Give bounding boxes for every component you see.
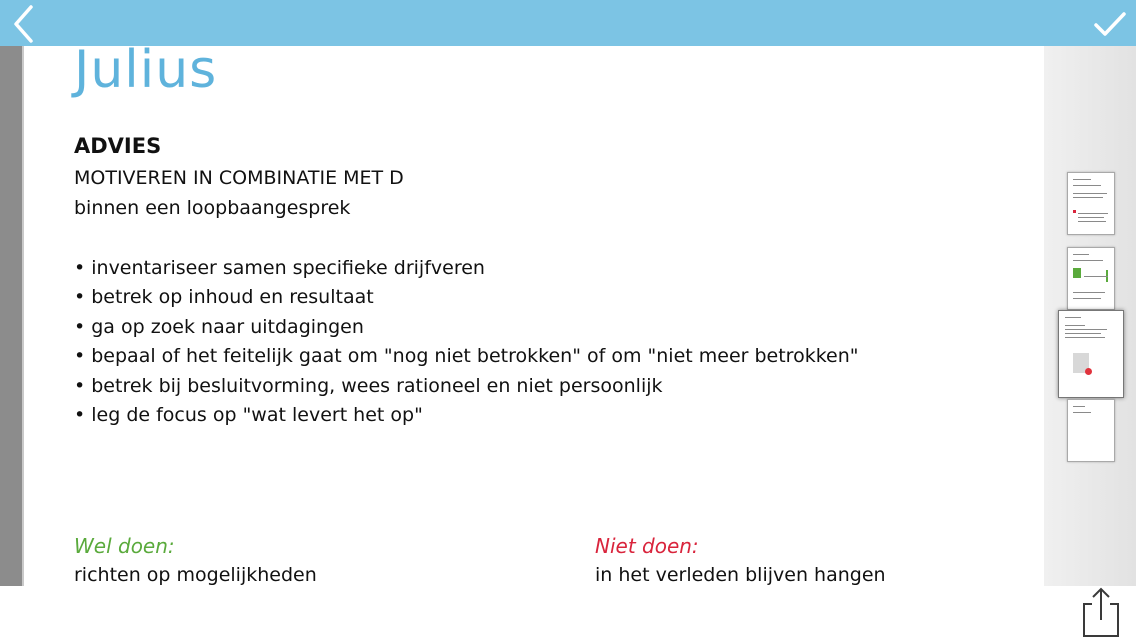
page-thumbnail-strip	[1044, 46, 1136, 586]
advice-list	[74, 254, 859, 430]
done-button[interactable]	[1090, 4, 1130, 44]
share-icon	[1078, 586, 1124, 639]
previous-page-edge	[0, 46, 22, 586]
list-item: • leg de focus op "wat levert het op"	[74, 403, 423, 426]
page-thumbnail-1[interactable]	[1067, 172, 1115, 235]
page-thumbnail-3-current[interactable]	[1058, 310, 1124, 398]
bottom-toolbar	[0, 586, 1136, 639]
dont-text: in het verleden blijven hangen	[595, 564, 886, 586]
page-subtitle-context: binnen een loopbaangesprek	[74, 197, 351, 219]
checkmark-icon	[1090, 4, 1130, 44]
chevron-left-icon	[6, 4, 46, 44]
list-item: • inventariseer samen specifieke drijfveren	[74, 257, 485, 279]
back-button[interactable]	[6, 4, 46, 44]
do-heading: Wel doen:	[74, 534, 175, 558]
list-item: • betrek bij besluitvorming, wees rationeel en niet persoonlijk	[74, 374, 663, 397]
page-thumbnail-4[interactable]	[1067, 399, 1115, 462]
dont-heading: Niet doen:	[595, 534, 699, 558]
page-heading: ADVIES	[74, 134, 162, 158]
document-page[interactable]	[24, 46, 1044, 586]
page-subtitle: MOTIVEREN IN COMBINATIE MET D	[74, 167, 404, 189]
do-text: richten op mogelijkheden	[74, 564, 317, 586]
list-item: • ga op zoek naar uitdagingen	[74, 315, 364, 338]
top-navigation-bar	[0, 0, 1136, 46]
list-item: • bepaal of het feitelijk gaat om "nog niet betrokken" of om "niet meer betrokken"	[74, 345, 859, 368]
julius-logo: Julius	[74, 46, 218, 100]
share-button[interactable]	[1078, 586, 1124, 639]
page-thumbnail-2[interactable]	[1067, 247, 1115, 310]
list-item: • betrek op inhoud en resultaat	[74, 286, 374, 309]
